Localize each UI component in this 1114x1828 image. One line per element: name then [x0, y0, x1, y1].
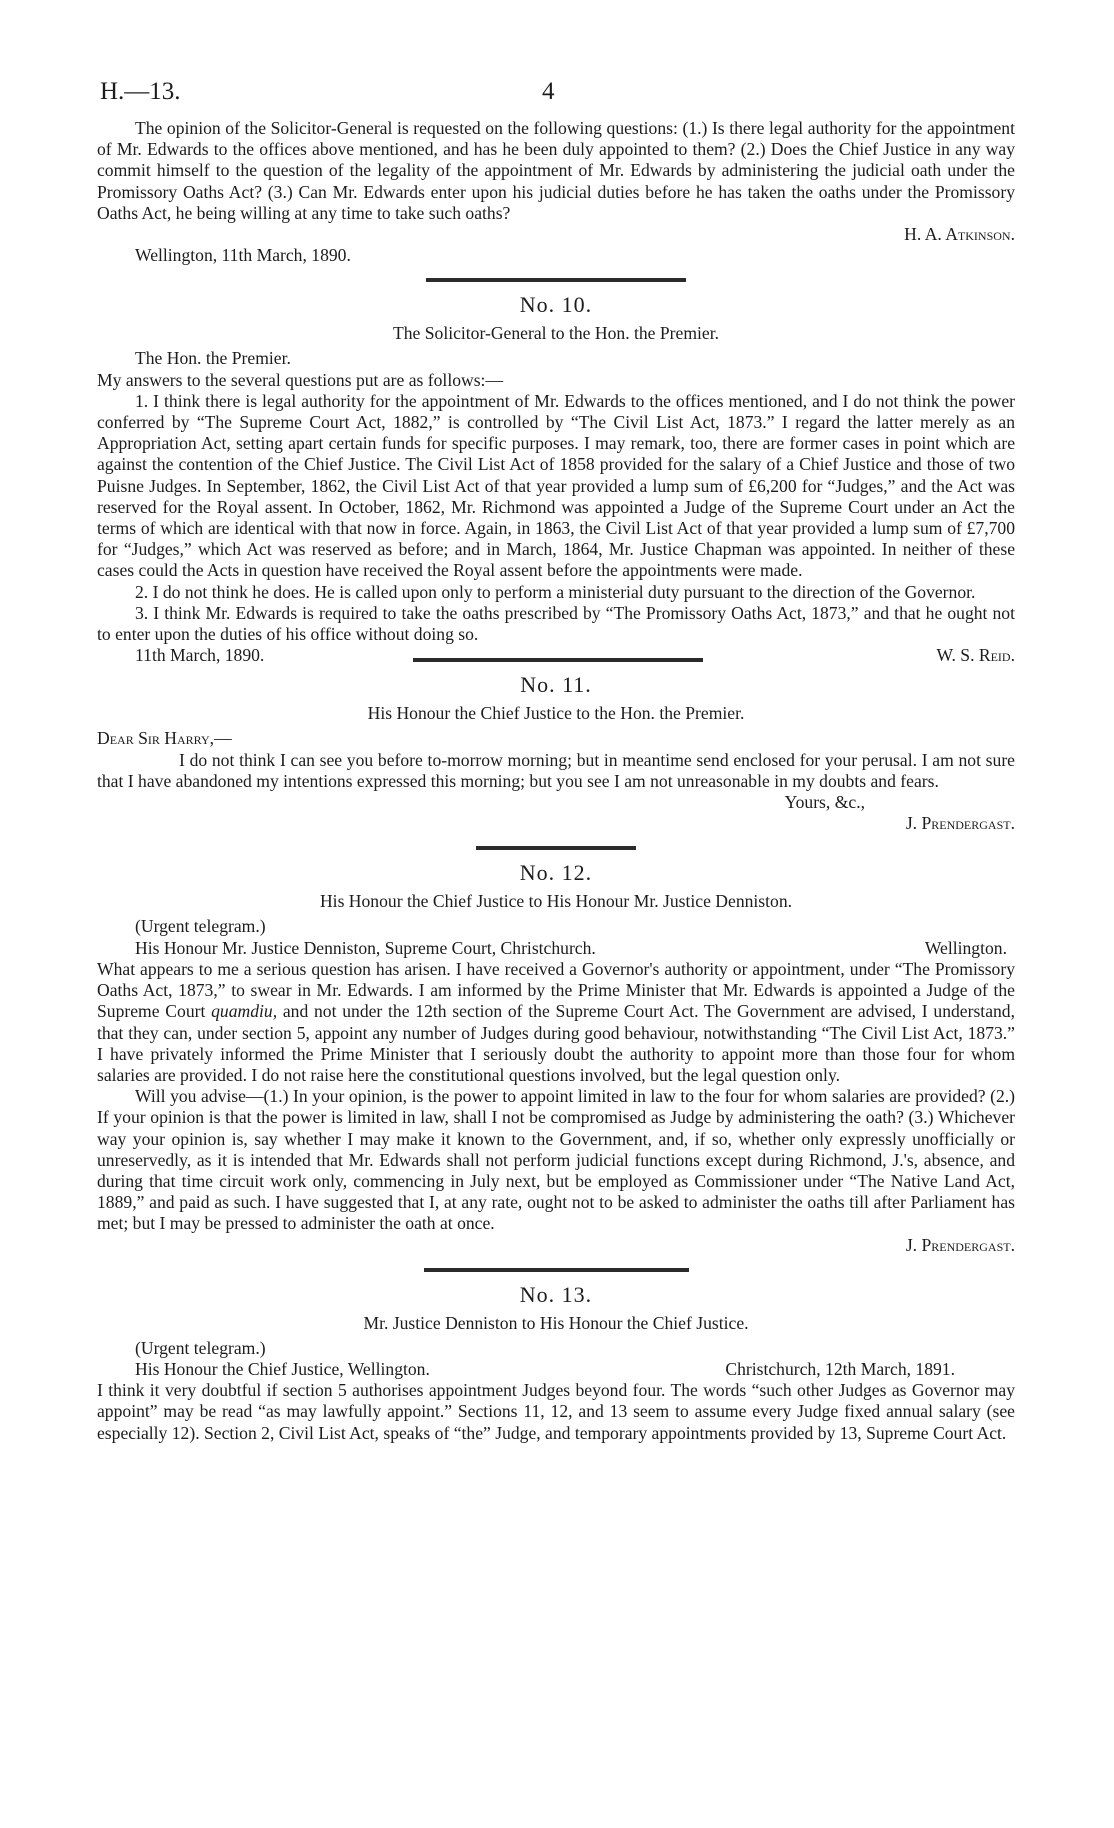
telegram-text-b: and not under the 12th section of the Supreme Court Act. The Government are advised, I understand, that they can, under section 5, appoint any number of Judges during good behaviour, notwithstanding “The Civil List Act, 1873.” I have privately informed the Prime Minister that I seriously doubt the authority to appoint more than those four for whom salaries are provided. I do not raise here the constitutional questions involved, but the legal question only.: [97, 1001, 1015, 1085]
telegram-note: (Urgent telegram.): [135, 916, 266, 937]
place-date: Christchurch, 12th March, 1891.: [725, 1358, 955, 1379]
salutation: Dear Sir Harry,—: [97, 728, 232, 749]
salutation: The Hon. the Premier.: [135, 348, 291, 369]
place-date: Wellington, 11th March, 1890.: [135, 245, 351, 266]
address: His Honour Mr. Justice Denniston, Supreme Court, Christchurch.: [135, 937, 596, 958]
intro-line: My answers to the several questions put are as follows:—: [97, 369, 504, 390]
answer-1: 1. I think there is legal authority for the appointment of Mr. Edwards to the offices mentioned, and I do not think the power conferred by “The Supreme Court Act, 1882,” is controlled by “The Civil List Act, 1873.” I regard the latter merely as an Appropriation Act, setting apart certain funds for specific purposes. I may remark, too, there are former cases in point which are against the contention of the Chief Justice. The Civil List Act of 1858 provided for the salary of a Chief Justice and those of two Puisne Judges. In September, 1862, the Civil List Act of that year provided a lump sum of £6,200 for “Judges,” and the Act was reserved for the Royal assent. In October, 1862, Mr. Richmond was appointed a Judge of the Supreme Court under an Act the terms of which are identical with that now in force. Again, in 1863, the Civil List Act of that year provided a lump sum of £7,700 for “Judges,” which Act was reserved as before; and in March, 1864, Mr. Justice Chapman was appointed. In neither of these cases could the Acts in question have received the Royal assent before the appointments were made.: [97, 390, 1015, 581]
telegram-paragraph-2: Will you advise—(1.) In your opinion, is the power to appoint limited in law to the four for whom salaries are provided? (2.) If your opinion is that the power is limited in law, shall I not be compromised as Judge by administering the oath? (3.) Whichever way your opinion is, say whether I may make it known to the Government, and, if so, whether only expressly unofficially or unreservedly, as it is intended that Mr. Edwards shall not perform judicial functions except during Richmond, J.'s, absence, and during that time circuit work only, commencing in July next, but be employed as Commissioner under “The Native Land Act, 1889,” and paid as such. I have suggested that I, at any rate, ought not to be asked to administer the oaths till after Parliament has met; but I may be pressed to administer the oath at once.: [97, 1086, 1015, 1234]
section-number-13: No. 13.: [519, 1281, 593, 1307]
answer-3: 3. I think Mr. Edwards is required to take the oaths prescribed by “The Promissory Oaths Act, 1873,” and that he ought not to enter upon the duties of his office without doing so.: [97, 602, 1015, 645]
section-heading-13: Mr. Justice Denniston to His Honour the Chief Justice.: [363, 1312, 749, 1333]
closing: Yours, &c.,: [784, 792, 865, 813]
date-signature-row: [97, 645, 1015, 666]
section-number-12: No. 12.: [519, 860, 593, 886]
section-divider: [424, 1268, 689, 1272]
place: Wellington.: [924, 937, 1007, 958]
section-heading-12: His Honour the Chief Justice to His Honour Mr. Justice Denniston.: [319, 891, 793, 912]
date: 11th March, 1890.: [135, 645, 265, 666]
signature-prendergast: J. Prendergast.: [905, 813, 1015, 834]
telegram-paragraph-1: I think it very doubtful if section 5 authorises appointment Judges beyond four. The words “such other Judges as Governor may appoint” may be read “as may lawfully appoint.” Sections 11, 12, and 13 seem to assume every Judge fixed annual salary (see especially 12). Section 2, Civil List Act, speaks of “the” Judge, and temporary appointments provided by 13, Supreme Court Act.: [97, 1380, 1015, 1443]
page-number: 4: [542, 78, 555, 105]
telegram-note: (Urgent telegram.): [135, 1337, 266, 1358]
address-row: [97, 1359, 1015, 1380]
section-number-10: No. 10.: [519, 292, 593, 318]
telegram-text-a: What appears to me a serious question has arisen. I have received a Governor's authority or appointment, under “The Promissory Oaths Act, 1873,” to swear in Mr. Edwards. I am informed by the Prime Minister that Mr. Edwards is appointed a Judge of the Supreme Court: [97, 958, 1015, 1022]
section-divider: [426, 278, 686, 282]
section-divider: [413, 658, 703, 662]
answer-2: 2. I do not think he does. He is called upon only to perform a ministerial duty pursuant to the direction of the Governor.: [135, 581, 976, 602]
section-no-9: [97, 118, 1015, 1444]
letter-body: I do not think I can see you before to-morrow morning; but in meantime send enclosed for your perusal. I am not sure that I have abandoned my intentions expressed this morning; but you see I am not unreasonable in my doubts and fears.: [97, 749, 1015, 791]
signature-atkinson: H. A. Atkinson.: [904, 224, 1015, 245]
signature-prendergast: J. Prendergast.: [905, 1234, 1015, 1255]
latin-term: quamdiu,: [211, 1001, 278, 1022]
telegram-paragraph-1: [97, 959, 1015, 1086]
section-heading-10: The Solicitor-General to the Hon. the Premier.: [392, 323, 720, 344]
signature-reid: W. S. Reid.: [936, 645, 1015, 666]
address: His Honour the Chief Justice, Wellington.: [135, 1358, 430, 1379]
address-row: [97, 938, 1015, 959]
question-paragraph: The opinion of the Solicitor-General is requested on the following questions: (1.) Is there legal authority for the appointment of Mr. Edwards to the offices above mentioned, and has he been duly appointed to them? (2.) Does the Chief Justice in any way commit himself to the question of the legality of the appointment of Mr. Edwards by administering the judicial oath under the Promissory Oaths Act? (3.) Can Mr. Edwards enter upon his judicial duties before he has taken the oaths under the Promissory Oaths Act, he being willing at any time to take such oaths?: [97, 118, 1015, 223]
section-divider: [476, 846, 636, 850]
section-number-11: No. 11.: [520, 672, 592, 698]
section-heading-11: His Honour the Chief Justice to the Hon. the Premier.: [367, 703, 745, 724]
document-number: H.—13.: [100, 78, 181, 105]
